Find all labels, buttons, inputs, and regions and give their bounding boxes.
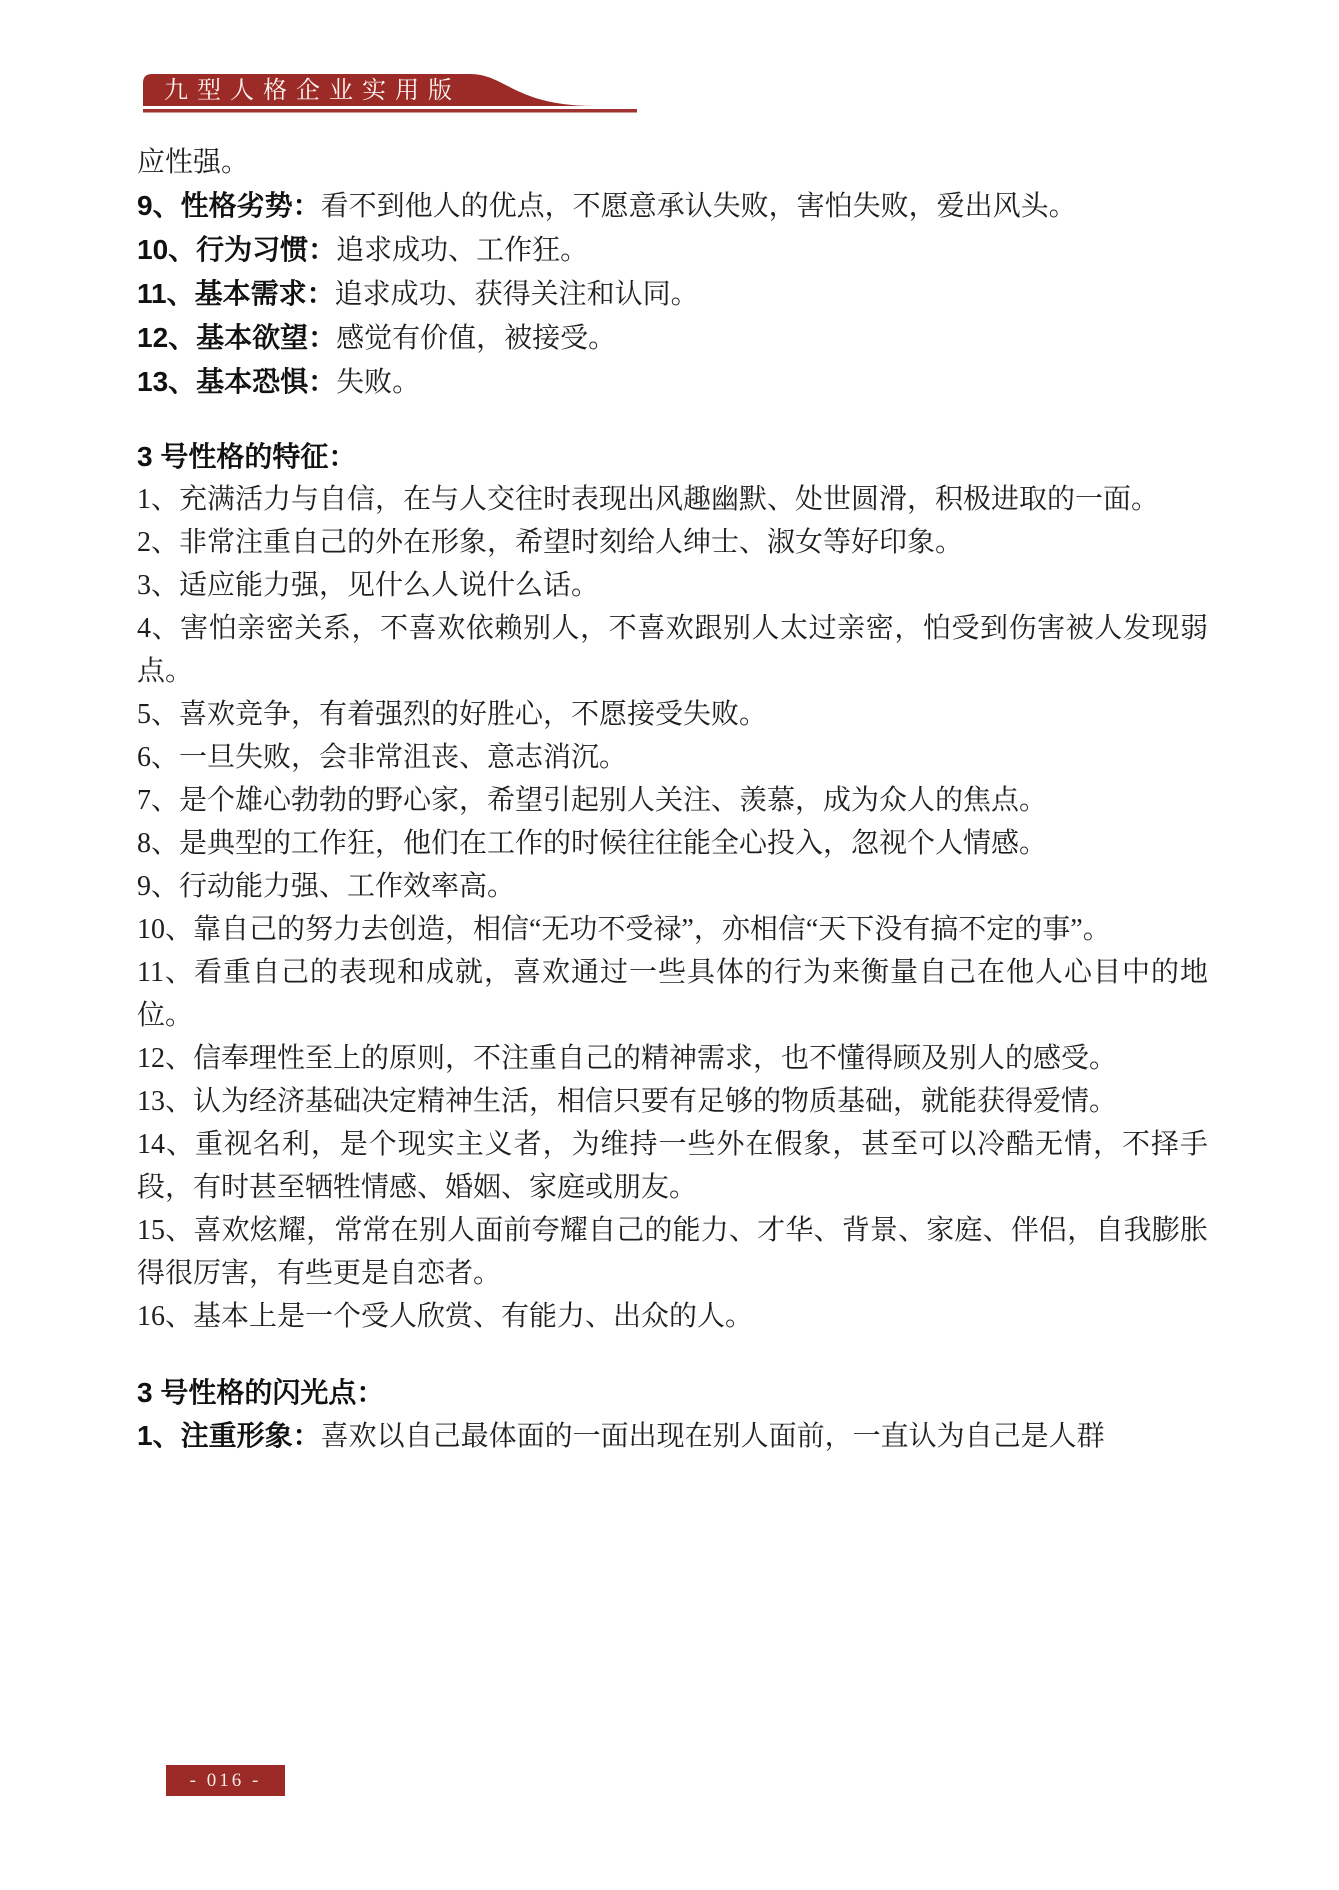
- trait-label: 性格劣势：: [180, 190, 321, 221]
- feature-item: 4、害怕亲密关系，不喜欢依赖别人，不喜欢跟别人太过亲密，怕受到伤害被人发现弱点。: [137, 613, 1208, 687]
- trait-number: 13、: [137, 366, 197, 397]
- highlight-label: 注重形象：: [180, 1420, 321, 1451]
- feature-item: 6、一旦失败，会非常沮丧、意志消沉。: [137, 742, 628, 773]
- highlight-text: 喜欢以自己最体面的一面出现在别人面前，一直认为自己是人群: [320, 1421, 1105, 1452]
- trait-item: [137, 360, 1208, 404]
- page-number-badge: [166, 1765, 285, 1796]
- feature-item: 2、非常注重自己的外在形象，希望时刻给人绅士、淑女等好印象。: [137, 527, 964, 558]
- feature-item: 3、适应能力强，见什么人说什么话。: [137, 570, 600, 601]
- feature-item: 1、充满活力与自信，在与人交往时表现出风趣幽默、处世圆滑，积极进取的一面。: [137, 484, 1160, 515]
- page-number-text: - 016 -: [189, 1769, 262, 1791]
- trait-number: 11、: [137, 278, 195, 309]
- trait-label: 基本欲望：: [196, 322, 337, 353]
- trait-text: 追求成功、获得关注和认同。: [334, 279, 699, 310]
- trait-text: 看不到他人的优点，不愿意承认失败，害怕失败，爱出风头。: [320, 191, 1077, 222]
- feature-item: 14、重视名利，是个现实主义者，为维持一些外在假象，甚至可以冷酷无情，不择手段，有时甚至牺牲情感、婚姻、家庭或朋友。: [137, 1129, 1208, 1203]
- trait-text: 感觉有价值，被接受。: [336, 323, 617, 354]
- highlight-number: 1、: [137, 1420, 181, 1451]
- feature-item: 12、信奉理性至上的原则，不注重自己的精神需求，也不懂得顾及别人的感受。: [137, 1043, 1118, 1074]
- trait-number: 9、: [137, 190, 181, 221]
- feature-item: 15、喜欢炫耀，常常在别人面前夸耀自己的能力、才华、背景、家庭、伴侣，自我膨胀得很厉害，有些更是自恋者。: [137, 1215, 1208, 1289]
- trait-item: [137, 316, 1208, 360]
- trait-number: 12、: [137, 322, 197, 353]
- trait-item: [137, 184, 1208, 228]
- feature-item: 13、认为经济基础决定精神生活，相信只要有足够的物质基础，就能获得爱情。: [137, 1086, 1118, 1117]
- feature-item: 10、靠自己的努力去创造，相信“无功不受禄”，亦相信“天下没有搞不定的事”。: [137, 914, 1111, 945]
- trait-text: 失败。: [336, 367, 421, 398]
- page-header-title: 九型人格企业实用版: [164, 78, 461, 104]
- section-heading-highlights: 3 号性格的闪光点：: [137, 1377, 385, 1408]
- trait-item: [137, 272, 1208, 316]
- header-banner: [143, 74, 643, 116]
- feature-item: 9、行动能力强、工作效率高。: [137, 871, 516, 902]
- highlight-item: [137, 1414, 1208, 1458]
- trait-item: [137, 228, 1208, 272]
- trait-label: 基本需求：: [194, 278, 335, 309]
- body-content: [137, 141, 1208, 1458]
- feature-item: 11、看重自己的表现和成就，喜欢通过一些具体的行为来衡量自己在他人心目中的地位。: [137, 957, 1208, 1031]
- trait-label: 基本恐惧：: [196, 366, 337, 397]
- feature-item: 7、是个雄心勃勃的野心家，希望引起别人关注、羡慕，成为众人的焦点。: [137, 785, 1048, 816]
- trait-label: 行为习惯：: [196, 234, 337, 265]
- feature-item: 5、喜欢竞争，有着强烈的好胜心，不愿接受失败。: [137, 699, 768, 730]
- trait-number: 10、: [137, 234, 197, 265]
- feature-item: 16、基本上是一个受人欣赏、有能力、出众的人。: [137, 1301, 754, 1332]
- trait-text: 追求成功、工作狂。: [336, 235, 589, 266]
- continuation-line: 应性强。: [137, 147, 250, 178]
- feature-item: 8、是典型的工作狂，他们在工作的时候往往能全心投入，忽视个人情感。: [137, 828, 1048, 859]
- section-heading-features: 3 号性格的特征：: [137, 441, 357, 472]
